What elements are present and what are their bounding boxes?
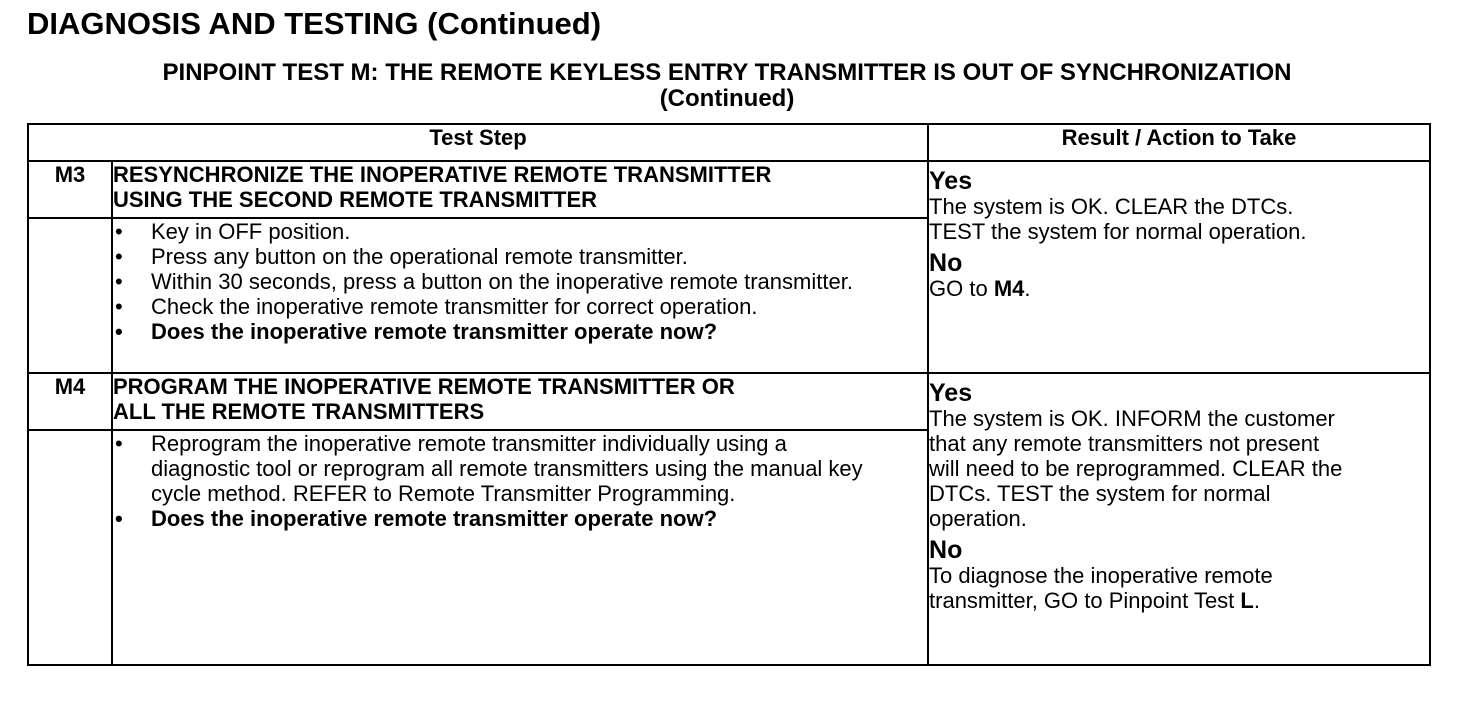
step-title-m3 bbox=[112, 161, 928, 218]
step-body-m3 bbox=[112, 218, 928, 373]
no-label: No bbox=[929, 536, 963, 564]
no-text-prefix: transmitter, GO to Pinpoint Test bbox=[929, 588, 1241, 613]
list-item-question: • Does the inoperative remote transmitter operate now? bbox=[113, 506, 927, 531]
result-action-column-header: Result / Action to Take bbox=[928, 124, 1430, 161]
no-text-line: To diagnose the inoperative remote bbox=[929, 563, 1273, 588]
result-cell-m4 bbox=[928, 373, 1430, 665]
step-id-spacer bbox=[28, 218, 112, 373]
no-text-prefix: GO to bbox=[929, 276, 994, 301]
step-id-spacer bbox=[28, 430, 112, 665]
goto-pinpoint-test-l: L bbox=[1240, 588, 1254, 613]
yes-result-m3 bbox=[929, 168, 1429, 244]
no-label: No bbox=[929, 249, 963, 277]
pinpoint-test-title: PINPOINT TEST M: THE REMOTE KEYLESS ENTRY TRANSMITTER IS OUT OF SYNCHRONIZATION bbox=[162, 59, 1292, 86]
no-result-m4 bbox=[929, 537, 1429, 613]
result-cell-m3 bbox=[928, 161, 1430, 373]
list-item: • Key in OFF position. bbox=[113, 219, 927, 244]
step-bullet-list bbox=[113, 431, 927, 531]
step-bullet-list bbox=[113, 219, 927, 344]
yes-text-line: will need to be reprogrammed. CLEAR the bbox=[929, 456, 1343, 481]
step-id-m3: M3 bbox=[28, 161, 112, 218]
test-step-column-header: Test Step bbox=[28, 124, 928, 161]
yes-label: Yes bbox=[929, 379, 973, 407]
yes-text-line: The system is OK. INFORM the customer bbox=[929, 406, 1335, 431]
list-item: • Reprogram the inoperative remote transmitter individually using a diagnostic tool or reprogram all remote transmitters using the manual key cycle method. REFER to Remote Transmitter Programming. bbox=[113, 431, 927, 506]
yes-text-line: DTCs. TEST the system for normal bbox=[929, 481, 1271, 506]
no-text bbox=[929, 276, 1429, 301]
step-title-line: ALL THE REMOTE TRANSMITTERS bbox=[113, 399, 485, 424]
step-title-row bbox=[28, 373, 1430, 430]
yes-label: Yes bbox=[929, 167, 973, 195]
pinpoint-test-title-continued: (Continued) bbox=[659, 85, 795, 112]
step-title-line: USING THE SECOND REMOTE TRANSMITTER bbox=[113, 187, 598, 212]
yes-text-line: that any remote transmitters not present bbox=[929, 431, 1320, 456]
table-header-row bbox=[28, 124, 1430, 161]
yes-text-line: operation. bbox=[929, 506, 1027, 531]
no-text-line bbox=[929, 588, 1429, 613]
yes-text-line: TEST the system for normal operation. bbox=[929, 219, 1307, 244]
list-item: • Press any button on the operational remote transmitter. bbox=[113, 244, 927, 269]
page-heading: DIAGNOSIS AND TESTING (Continued) bbox=[27, 6, 602, 41]
yes-text-line: The system is OK. CLEAR the DTCs. bbox=[929, 194, 1294, 219]
step-id-m4: M4 bbox=[28, 373, 112, 430]
yes-result-m4 bbox=[929, 380, 1429, 531]
step-title-line: RESYNCHRONIZE THE INOPERATIVE REMOTE TRANSMITTER bbox=[113, 162, 772, 187]
list-item: • Check the inoperative remote transmitter for correct operation. bbox=[113, 294, 927, 319]
step-title-row bbox=[28, 161, 1430, 218]
list-item: • Within 30 seconds, press a button on the inoperative remote transmitter. bbox=[113, 269, 927, 294]
step-title-line: PROGRAM THE INOPERATIVE REMOTE TRANSMITTER OR bbox=[113, 374, 735, 399]
no-result-m3 bbox=[929, 250, 1429, 301]
no-text-suffix: . bbox=[1253, 588, 1260, 613]
step-title-m4 bbox=[112, 373, 928, 430]
step-body-m4 bbox=[112, 430, 928, 665]
goto-step-m4: M4 bbox=[993, 276, 1025, 301]
list-item-question: • Does the inoperative remote transmitter operate now? bbox=[113, 319, 927, 344]
no-text-suffix: . bbox=[1024, 276, 1031, 301]
pinpoint-test-table bbox=[27, 123, 1431, 666]
